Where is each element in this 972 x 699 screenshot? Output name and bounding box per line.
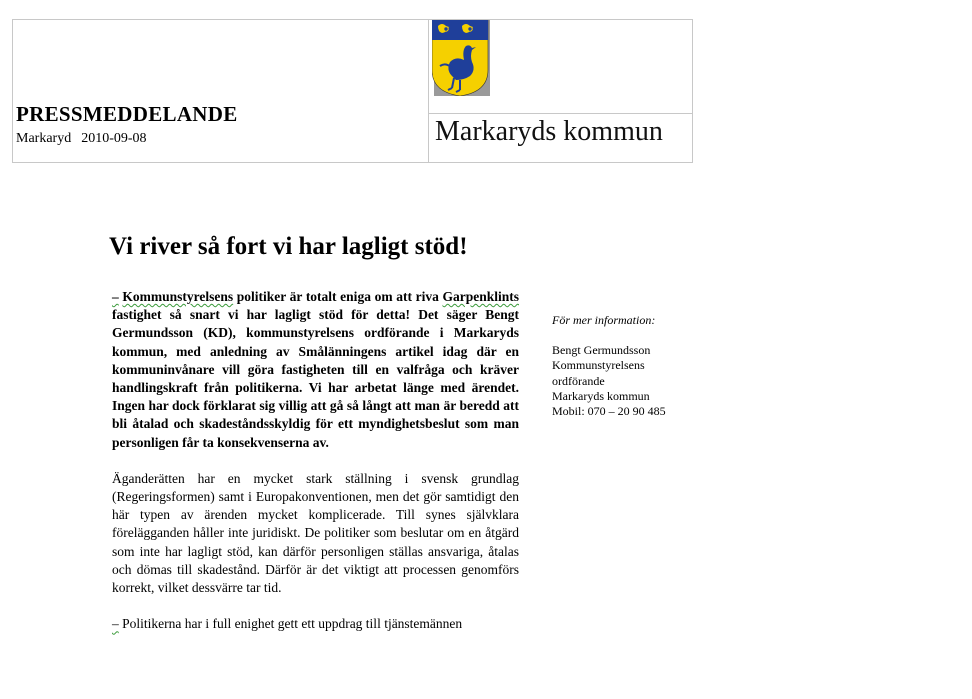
contact-label: För mer information: [552, 313, 656, 327]
spellcheck-word: Garpenklints [442, 289, 519, 304]
spellcheck-word: Kommunstyrelsens [122, 289, 234, 304]
article-headline: Vi river så fort vi har lagligt stöd! [109, 233, 468, 260]
paragraph-text: politiker är totalt eniga om att riva [233, 289, 443, 304]
paragraph-text: Politikerna har i full enighet gett ett uppdrag till tjänstemännen [118, 616, 463, 632]
contact-role-line-2: ordförande [552, 373, 605, 388]
dateline-date: 2010-09-08 [81, 131, 147, 146]
contact-organization: Markaryds kommun [552, 388, 650, 403]
article-paragraph-3 [112, 615, 519, 633]
dateline-place: Markaryd [16, 131, 72, 146]
press-release-dateline [16, 131, 147, 147]
dash: – [112, 289, 119, 304]
letterhead-divider-horizontal [428, 113, 692, 114]
paragraph-text: fastighet så snart vi har lagligt stöd för detta! Det säger Bengt Germundsson (KD), kommunstyrelsens ordförande i Markaryds kommun, med anledning av Smålänningens artikel idag där en kommuninvånare vill göra fastigheten till en valfråga och kräver handlingskraft från politikerna. Vi har arbetat länge med ärendet. Ingen har dock förklarat sig villig att gå så långt att man är beredd att bli åtalad och skadeståndsskyldig för ett myndighetsbeslut som man personligen får ta konsekvenserna av. [112, 307, 519, 450]
coat-of-arms-icon [432, 20, 490, 96]
article-body [112, 288, 519, 651]
article-paragraph-1 [112, 288, 519, 452]
dash: – [112, 616, 119, 632]
letterhead-divider-vertical [428, 20, 429, 162]
contact-info [552, 313, 752, 419]
contact-name: Bengt Germundsson [552, 343, 651, 358]
press-release-title: PRESSMEDDELANDE [16, 102, 238, 126]
article-paragraph-2: Äganderätten har en mycket stark ställning i svensk grundlag (Regeringsformen) samt i Europakonventionen, men det gör samtidigt den här typen av ärenden mycket komplicerade. Till synes självklara förelägganden håller inte juridiskt. De politiker som beslutar om en åtgärd som inte har lagligt stöd, kan därför personligen ställas ansvariga, åtalas och dömas till skadestånd. Därför är det viktigt att processen genomförs korrekt, vilket dessvärre tar tid. [112, 470, 519, 596]
letterhead-table [12, 19, 693, 163]
municipality-name: Markaryds kommun [435, 116, 663, 147]
contact-phone: Mobil: 070 – 20 90 485 [552, 404, 666, 419]
contact-role-line-1: Kommunstyrelsens [552, 358, 645, 373]
